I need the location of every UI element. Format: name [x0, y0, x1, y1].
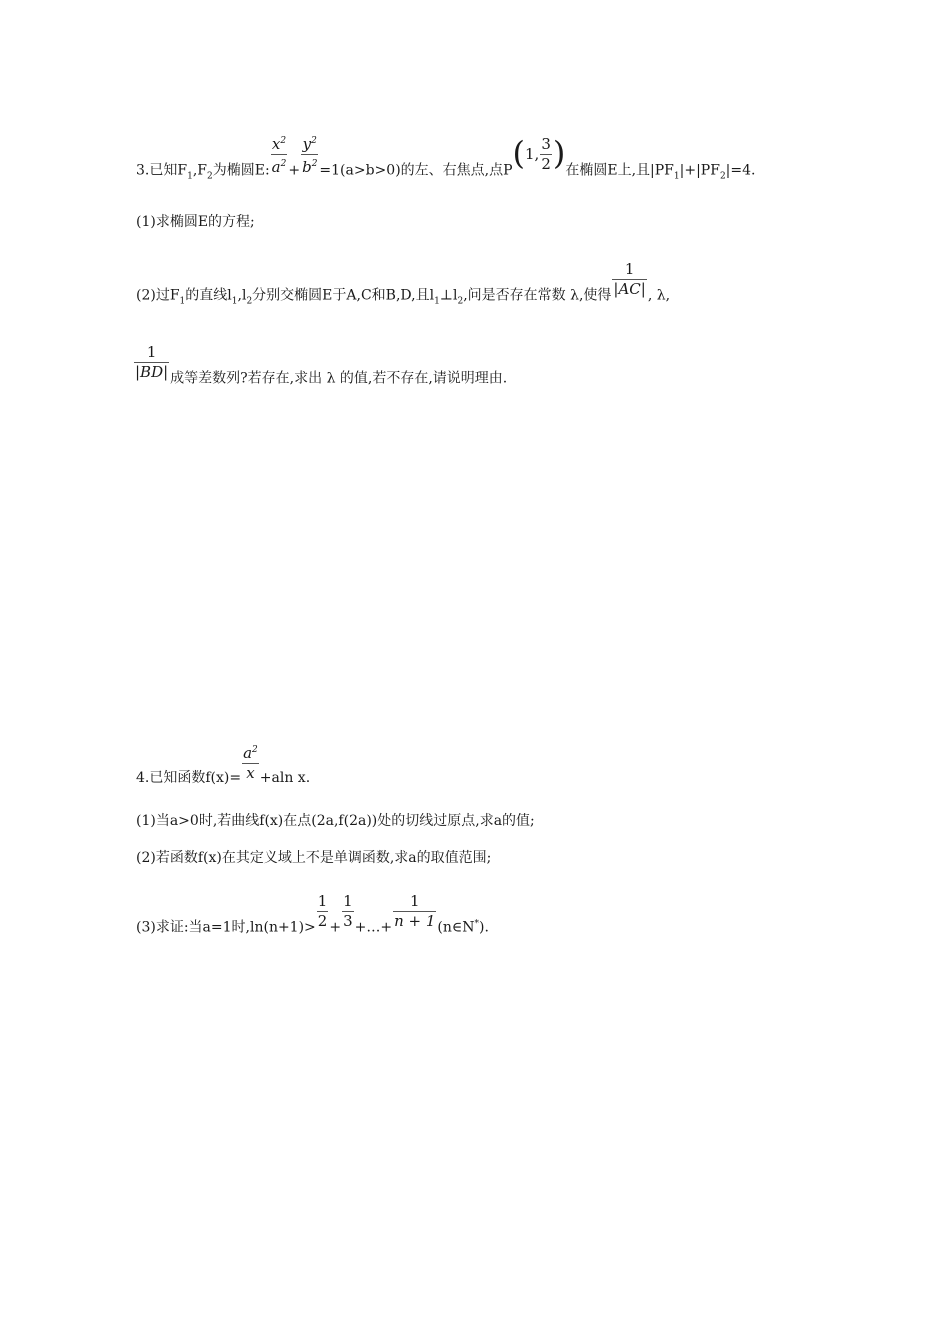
q3-part1: (1)求椭圆E的方程;	[136, 214, 255, 230]
q4-stem: 4.已知函数f(x)= $\frac{a^2}{x}$ +aln x.	[136, 757, 310, 799]
fraction-x2-a2	[271, 132, 288, 177]
q3-text: 3.已知F	[136, 162, 188, 179]
frac-den: $b^2$	[302, 158, 318, 176]
fraction-a2-over-x: $\frac{a^2}{x}$	[242, 741, 259, 783]
q3-text: =1(a>b>0)的左、右焦点,点P	[319, 162, 513, 179]
fraction-1-2: $\frac{1}{2}$	[317, 892, 328, 930]
q3-text: |=4.	[725, 162, 756, 179]
fraction-3-2: $\frac{3}{2}$	[541, 135, 551, 173]
point-p-coords: (1, $\frac{3}{2}$ )	[512, 133, 566, 173]
subscript: 2	[719, 171, 726, 182]
frac-num: $x^2$	[271, 132, 288, 155]
subscript: 1	[673, 171, 680, 182]
q3-text: |+|PF	[679, 162, 720, 179]
fraction-y2-b2	[301, 132, 318, 177]
q3-part2-cont: $\frac{1}{|BD|}$ 成等差数列?若存在,求出 λ 的值,若不存在,请说明理由.	[135, 343, 508, 387]
q3-stem	[136, 133, 756, 193]
fraction-1-over-ac: $\frac{1}{|AC|}$	[613, 260, 646, 298]
fraction-1-over-n-plus-1: $\frac{1}{n + 1}$	[394, 892, 436, 930]
q3-text: ,F	[192, 162, 207, 179]
q3-part2: (2)过$F_1$的直线$l_1,l_2$分别交椭圆E于A,C和B,D,且$l_1\perp l_2$,问是否存在常数 λ,使得 $\frac{1}{|AC|}$ , λ,	[136, 260, 671, 307]
fraction-1-3: $\frac{1}{3}$	[343, 892, 353, 930]
q3-text: 为椭圆E:	[212, 162, 270, 179]
q4-part2: (2)若函数f(x)在其定义域上不是单调函数,求a的取值范围;	[136, 850, 492, 866]
q4-part1: (1)当a>0时,若曲线f(x)在点(2a,f(2a))处的切线过原点,求a的值;	[136, 813, 535, 829]
frac-den: $a^2$	[271, 158, 287, 176]
q3-text: +	[288, 162, 301, 179]
subscript: 1	[187, 171, 193, 182]
q4-part3: (3)求证:当a=1时,ln(n+1)> $\frac{1}{2}$ + $\frac{1}{3}$ +…+ $\frac{1}{n + 1}$ (n∈N*).	[136, 892, 489, 936]
subscript: 2	[206, 171, 213, 182]
frac-num: $y^2$	[301, 132, 318, 155]
q3-text: 在椭圆E上,且|PF	[565, 162, 674, 179]
fraction-1-over-bd: $\frac{1}{|BD|}$	[135, 343, 169, 381]
